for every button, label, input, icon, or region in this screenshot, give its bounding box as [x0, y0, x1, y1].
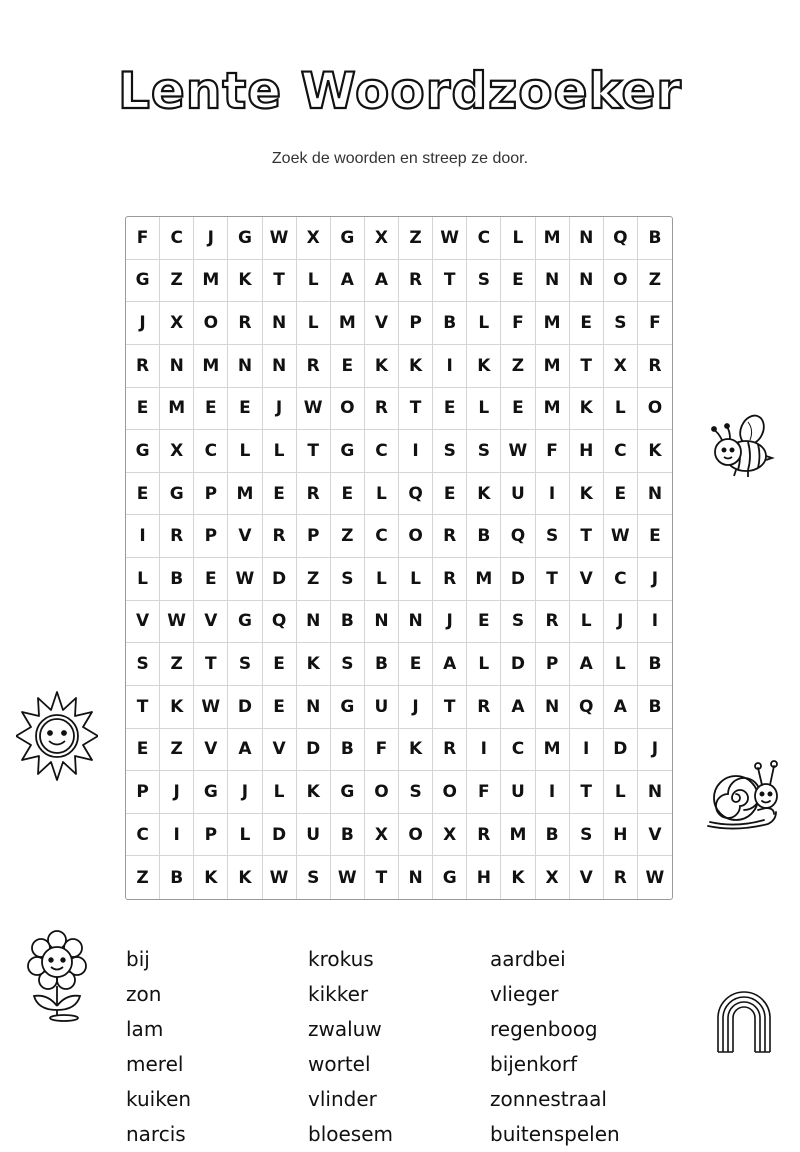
grid-cell[interactable]: E [433, 473, 467, 516]
grid-cell[interactable]: F [638, 302, 672, 345]
grid-cell[interactable]: W [263, 217, 297, 260]
grid-cell[interactable]: Q [501, 515, 535, 558]
grid-cell[interactable]: I [536, 473, 570, 516]
grid-cell[interactable]: B [365, 643, 399, 686]
grid-cell[interactable]: I [570, 729, 604, 772]
grid-cell[interactable]: U [365, 686, 399, 729]
word-item: bloesem [308, 1122, 393, 1146]
grid-cell[interactable]: F [365, 729, 399, 772]
grid-cell[interactable]: N [399, 601, 433, 644]
grid-cell[interactable]: M [536, 217, 570, 260]
grid-cell[interactable]: V [194, 729, 228, 772]
grid-cell[interactable]: W [160, 601, 194, 644]
grid-cell[interactable]: L [570, 601, 604, 644]
grid-cell[interactable]: L [399, 558, 433, 601]
grid-cell[interactable]: E [501, 260, 535, 303]
grid-cell[interactable]: N [263, 345, 297, 388]
grid-cell[interactable]: J [433, 601, 467, 644]
grid-cell[interactable]: K [399, 345, 433, 388]
grid-cell[interactable]: M [536, 302, 570, 345]
grid-cell[interactable]: Z [501, 345, 535, 388]
grid-cell[interactable]: T [570, 771, 604, 814]
grid-cell[interactable]: X [160, 430, 194, 473]
grid-cell[interactable]: E [194, 558, 228, 601]
grid-cell[interactable]: V [570, 558, 604, 601]
grid-cell[interactable]: V [194, 601, 228, 644]
grid-cell[interactable]: S [536, 515, 570, 558]
grid-cell[interactable]: R [433, 729, 467, 772]
grid-cell[interactable]: P [536, 643, 570, 686]
grid-cell[interactable]: B [331, 601, 365, 644]
grid-cell[interactable]: T [126, 686, 160, 729]
grid-cell[interactable]: C [365, 430, 399, 473]
grid-cell[interactable]: M [160, 388, 194, 431]
grid-cell[interactable]: Z [297, 558, 331, 601]
grid-cell[interactable]: M [501, 814, 535, 857]
grid-cell[interactable]: E [126, 473, 160, 516]
grid-cell[interactable]: Z [399, 217, 433, 260]
grid-cell[interactable]: G [433, 856, 467, 899]
grid-cell[interactable]: W [331, 856, 365, 899]
grid-cell[interactable]: N [638, 771, 672, 814]
grid-cell[interactable]: G [160, 473, 194, 516]
grid-cell[interactable]: G [228, 601, 262, 644]
grid-cell[interactable]: B [331, 729, 365, 772]
grid-cell[interactable]: M [536, 729, 570, 772]
grid-cell[interactable]: A [228, 729, 262, 772]
grid-cell[interactable]: N [570, 217, 604, 260]
grid-cell[interactable]: S [297, 856, 331, 899]
grid-cell[interactable]: E [263, 643, 297, 686]
grid-cell[interactable]: G [331, 430, 365, 473]
grid-cell[interactable]: L [604, 643, 638, 686]
grid-cell[interactable]: S [467, 430, 501, 473]
grid-cell[interactable]: D [501, 558, 535, 601]
word-item: buitenspelen [490, 1122, 620, 1146]
grid-cell[interactable]: F [467, 771, 501, 814]
grid-cell[interactable]: Q [570, 686, 604, 729]
grid-cell[interactable]: S [433, 430, 467, 473]
grid-cell[interactable]: T [399, 388, 433, 431]
word-search-grid [125, 216, 673, 900]
grid-cell[interactable]: V [263, 729, 297, 772]
grid-cell[interactable]: K [467, 473, 501, 516]
grid-cell[interactable]: H [570, 430, 604, 473]
grid-cell[interactable]: R [536, 601, 570, 644]
grid-cell[interactable]: D [263, 558, 297, 601]
grid-cell[interactable]: G [228, 217, 262, 260]
grid-cell[interactable]: V [228, 515, 262, 558]
grid-cell[interactable]: R [604, 856, 638, 899]
grid-cell[interactable]: L [501, 217, 535, 260]
grid-cell[interactable]: U [501, 473, 535, 516]
sun-icon [16, 690, 98, 782]
grid-cell[interactable]: L [126, 558, 160, 601]
grid-cell[interactable]: R [399, 260, 433, 303]
grid-cell[interactable]: G [126, 260, 160, 303]
grid-cell[interactable]: R [365, 388, 399, 431]
grid-cell[interactable]: R [297, 345, 331, 388]
grid-cell[interactable]: C [467, 217, 501, 260]
word-item: aardbei [490, 947, 566, 971]
grid-cell[interactable]: C [126, 814, 160, 857]
grid-cell[interactable]: R [297, 473, 331, 516]
grid-cell[interactable]: I [399, 430, 433, 473]
grid-cell[interactable]: T [297, 430, 331, 473]
grid-cell[interactable]: J [638, 558, 672, 601]
flower-icon [24, 930, 90, 1022]
grid-cell[interactable]: E [126, 388, 160, 431]
grid-cell[interactable]: Z [331, 515, 365, 558]
grid-cell[interactable]: D [297, 729, 331, 772]
grid-cell[interactable]: C [501, 729, 535, 772]
grid-cell[interactable]: M [536, 345, 570, 388]
grid-cell[interactable]: B [638, 217, 672, 260]
grid-cell[interactable]: K [228, 856, 262, 899]
grid-cell[interactable]: I [126, 515, 160, 558]
grid-cell[interactable]: O [604, 260, 638, 303]
word-list-column-1 [126, 942, 296, 1152]
grid-cell[interactable]: S [501, 601, 535, 644]
word-list-column-3 [490, 942, 660, 1152]
grid-cell[interactable]: J [604, 601, 638, 644]
grid-cell[interactable]: L [263, 771, 297, 814]
grid-cell[interactable]: K [228, 260, 262, 303]
grid-cell[interactable]: F [536, 430, 570, 473]
grid-cell[interactable]: R [467, 814, 501, 857]
grid-cell[interactable]: X [433, 814, 467, 857]
grid-cell[interactable]: P [126, 771, 160, 814]
grid-cell[interactable]: P [194, 473, 228, 516]
grid-cell[interactable]: N [638, 473, 672, 516]
grid-cell[interactable]: Q [263, 601, 297, 644]
grid-cell[interactable]: C [604, 430, 638, 473]
snail-icon [706, 758, 780, 834]
grid-cell[interactable]: A [433, 643, 467, 686]
grid-cell[interactable]: J [160, 771, 194, 814]
grid-cell[interactable]: R [638, 345, 672, 388]
grid-cell[interactable]: N [365, 601, 399, 644]
grid-cell[interactable]: E [228, 388, 262, 431]
grid-cell[interactable]: W [263, 856, 297, 899]
grid-cell[interactable]: S [467, 260, 501, 303]
grid-cell[interactable]: A [604, 686, 638, 729]
grid-cell[interactable]: L [297, 260, 331, 303]
grid-cell[interactable]: O [365, 771, 399, 814]
grid-cell[interactable]: F [126, 217, 160, 260]
grid-cell[interactable]: E [399, 643, 433, 686]
grid-cell[interactable]: K [501, 856, 535, 899]
word-item: regenboog [490, 1017, 598, 1041]
word-item: kuiken [126, 1087, 192, 1111]
grid-cell[interactable]: I [433, 345, 467, 388]
grid-cell[interactable]: L [467, 388, 501, 431]
grid-cell[interactable]: U [501, 771, 535, 814]
grid-cell[interactable]: C [194, 430, 228, 473]
grid-cell[interactable]: E [501, 388, 535, 431]
grid-cell[interactable]: Q [399, 473, 433, 516]
grid-cell[interactable]: E [126, 729, 160, 772]
grid-cell[interactable]: T [570, 515, 604, 558]
grid-cell[interactable]: I [536, 771, 570, 814]
grid-cell[interactable]: D [501, 643, 535, 686]
grid-cell[interactable]: D [263, 814, 297, 857]
grid-cell[interactable]: O [331, 388, 365, 431]
grid-cell[interactable]: I [638, 601, 672, 644]
grid-cell[interactable]: E [331, 473, 365, 516]
grid-cell[interactable]: S [331, 643, 365, 686]
grid-cell[interactable]: E [638, 515, 672, 558]
grid-cell[interactable]: I [467, 729, 501, 772]
grid-cell[interactable]: W [194, 686, 228, 729]
grid-cell[interactable]: J [126, 302, 160, 345]
word-item: bij [126, 947, 150, 971]
grid-cell[interactable]: R [433, 515, 467, 558]
grid-cell[interactable]: W [297, 388, 331, 431]
grid-cell[interactable]: G [331, 217, 365, 260]
word-item: krokus [308, 947, 374, 971]
grid-cell[interactable]: T [433, 260, 467, 303]
grid-cell[interactable]: B [467, 515, 501, 558]
grid-cell[interactable]: Z [160, 643, 194, 686]
grid-cell[interactable]: E [263, 473, 297, 516]
grid-cell[interactable]: M [194, 260, 228, 303]
grid-cell[interactable]: Z [160, 729, 194, 772]
grid-cell[interactable]: X [604, 345, 638, 388]
grid-cell[interactable]: J [638, 729, 672, 772]
grid-cell[interactable]: F [501, 302, 535, 345]
grid-cell[interactable]: S [228, 643, 262, 686]
grid-cell[interactable]: O [399, 515, 433, 558]
grid-cell[interactable]: X [160, 302, 194, 345]
grid-cell[interactable]: T [570, 345, 604, 388]
grid-cell[interactable]: H [604, 814, 638, 857]
grid-cell[interactable]: V [638, 814, 672, 857]
grid-cell[interactable]: Z [638, 260, 672, 303]
grid-cell[interactable]: W [501, 430, 535, 473]
grid-cell[interactable]: B [160, 856, 194, 899]
grid-cell[interactable]: C [604, 558, 638, 601]
word-item: merel [126, 1052, 184, 1076]
grid-cell[interactable]: N [536, 260, 570, 303]
grid-cell[interactable]: S [604, 302, 638, 345]
grid-cell[interactable]: O [433, 771, 467, 814]
grid-cell[interactable]: J [228, 771, 262, 814]
grid-cell[interactable]: G [126, 430, 160, 473]
grid-cell[interactable]: N [399, 856, 433, 899]
grid-cell[interactable]: N [570, 260, 604, 303]
word-item: narcis [126, 1122, 186, 1146]
grid-cell[interactable]: C [365, 515, 399, 558]
grid-cell[interactable]: K [570, 473, 604, 516]
grid-cell[interactable]: B [331, 814, 365, 857]
grid-cell[interactable]: L [604, 771, 638, 814]
bee-icon [708, 412, 776, 484]
grid-cell[interactable]: E [570, 302, 604, 345]
grid-cell[interactable]: P [194, 515, 228, 558]
grid-cell[interactable]: A [331, 260, 365, 303]
grid-cell[interactable]: N [263, 302, 297, 345]
grid-cell[interactable]: E [263, 686, 297, 729]
word-item: wortel [308, 1052, 371, 1076]
grid-cell[interactable]: J [263, 388, 297, 431]
grid-cell[interactable]: E [331, 345, 365, 388]
grid-cell[interactable]: A [570, 643, 604, 686]
grid-cell[interactable]: W [645, 867, 665, 888]
grid-cell[interactable]: N [228, 345, 262, 388]
grid-cell[interactable]: T [536, 558, 570, 601]
grid-cell[interactable]: A [501, 686, 535, 729]
grid-cell[interactable]: N [536, 686, 570, 729]
grid-cell[interactable]: L [467, 302, 501, 345]
word-item: vlieger [490, 982, 559, 1006]
grid-cell[interactable]: K [297, 771, 331, 814]
grid-cell[interactable]: P [194, 814, 228, 857]
grid-cell[interactable]: X [365, 814, 399, 857]
rainbow-icon [716, 990, 772, 1054]
word-list-column-2 [308, 942, 478, 1152]
grid-cell[interactable]: X [365, 217, 399, 260]
grid-cell[interactable]: V [570, 856, 604, 899]
grid-cell[interactable]: L [365, 558, 399, 601]
grid-cell[interactable]: G [331, 771, 365, 814]
grid-cell[interactable]: T [263, 260, 297, 303]
grid-cell[interactable]: S [399, 771, 433, 814]
grid-cell[interactable]: R [160, 515, 194, 558]
grid-cell[interactable]: Q [604, 217, 638, 260]
word-item: zonnestraal [490, 1087, 607, 1111]
grid-cell[interactable]: L [228, 814, 262, 857]
grid-cell[interactable]: B [638, 686, 672, 729]
grid-cell[interactable]: R [263, 515, 297, 558]
word-item: lam [126, 1017, 164, 1041]
grid-cell[interactable]: B [433, 302, 467, 345]
grid-cell[interactable]: D [604, 729, 638, 772]
grid-cell[interactable]: B [638, 643, 672, 686]
grid-cell[interactable]: X [297, 217, 331, 260]
grid-cell[interactable]: E [604, 473, 638, 516]
grid-cell[interactable]: G [331, 686, 365, 729]
grid-cell[interactable]: S [331, 558, 365, 601]
grid-cell[interactable]: O [399, 814, 433, 857]
grid-cell[interactable]: E [194, 388, 228, 431]
grid-cell[interactable]: J [399, 686, 433, 729]
grid-cell[interactable]: W [228, 558, 262, 601]
grid-cell[interactable]: N [160, 345, 194, 388]
grid-cell[interactable]: L [365, 473, 399, 516]
grid-cell[interactable]: L [604, 388, 638, 431]
grid-cell[interactable]: J [194, 217, 228, 260]
grid-cell[interactable]: K [297, 643, 331, 686]
grid-cell[interactable]: K [399, 729, 433, 772]
page-subtitle: Zoek de woorden en streep ze door. [271, 150, 529, 167]
grid-cell[interactable]: B [160, 558, 194, 601]
grid-cell[interactable]: K [570, 388, 604, 431]
grid-cell[interactable]: L [467, 643, 501, 686]
grid-cell[interactable]: K [467, 345, 501, 388]
grid-cell[interactable]: K [638, 430, 672, 473]
grid-cell[interactable]: M [194, 345, 228, 388]
grid-cell[interactable]: M [536, 388, 570, 431]
grid-cell[interactable]: E [467, 601, 501, 644]
grid-cell[interactable]: M [331, 302, 365, 345]
word-item: zon [126, 982, 162, 1006]
grid-cell[interactable]: B [536, 814, 570, 857]
grid-cell[interactable]: A [365, 260, 399, 303]
grid-cell[interactable]: O [638, 388, 672, 431]
grid-cell[interactable]: G [194, 771, 228, 814]
grid-cell[interactable]: S [126, 643, 160, 686]
page-title: Lente Woordzoeker [118, 62, 682, 120]
grid-cell[interactable]: T [194, 643, 228, 686]
grid-cell[interactable]: W [433, 217, 467, 260]
grid-cell[interactable]: R [467, 686, 501, 729]
word-item: zwaluw [308, 1017, 382, 1041]
grid-cell[interactable]: M [228, 473, 262, 516]
grid-cell[interactable]: R [228, 302, 262, 345]
grid-cell[interactable]: U [297, 814, 331, 857]
grid-cell[interactable]: D [228, 686, 262, 729]
grid-cell[interactable]: M [467, 558, 501, 601]
grid-cell[interactable]: L [228, 430, 262, 473]
grid-cell[interactable]: I [160, 814, 194, 857]
grid-cell[interactable]: S [570, 814, 604, 857]
grid-cell[interactable]: K [365, 345, 399, 388]
grid-cell[interactable]: E [433, 388, 467, 431]
grid-cell[interactable]: V [365, 302, 399, 345]
grid-cell[interactable]: L [297, 302, 331, 345]
grid-cell[interactable]: T [433, 686, 467, 729]
grid-cell[interactable]: C [160, 217, 194, 260]
word-item: kikker [308, 982, 369, 1006]
grid-cell[interactable]: N [297, 686, 331, 729]
grid-cell[interactable]: P [399, 302, 433, 345]
grid-cell[interactable]: V [126, 601, 160, 644]
grid-cell[interactable]: N [297, 601, 331, 644]
grid-cell[interactable]: Z [126, 856, 160, 899]
grid-cell[interactable]: K [160, 686, 194, 729]
grid-cell[interactable]: R [433, 558, 467, 601]
word-item: vlinder [308, 1087, 377, 1111]
grid-cell[interactable]: P [297, 515, 331, 558]
grid-cell[interactable]: W [604, 515, 638, 558]
grid-cell[interactable]: X [536, 856, 570, 899]
word-item: bijenkorf [490, 1052, 578, 1076]
grid-cell[interactable]: H [467, 856, 501, 899]
grid-cell[interactable]: R [126, 345, 160, 388]
grid-cell[interactable]: L [263, 430, 297, 473]
grid-cell[interactable]: K [194, 856, 228, 899]
grid-cell[interactable]: O [194, 302, 228, 345]
grid-cell[interactable]: T [365, 856, 399, 899]
grid-cell[interactable]: Z [160, 260, 194, 303]
